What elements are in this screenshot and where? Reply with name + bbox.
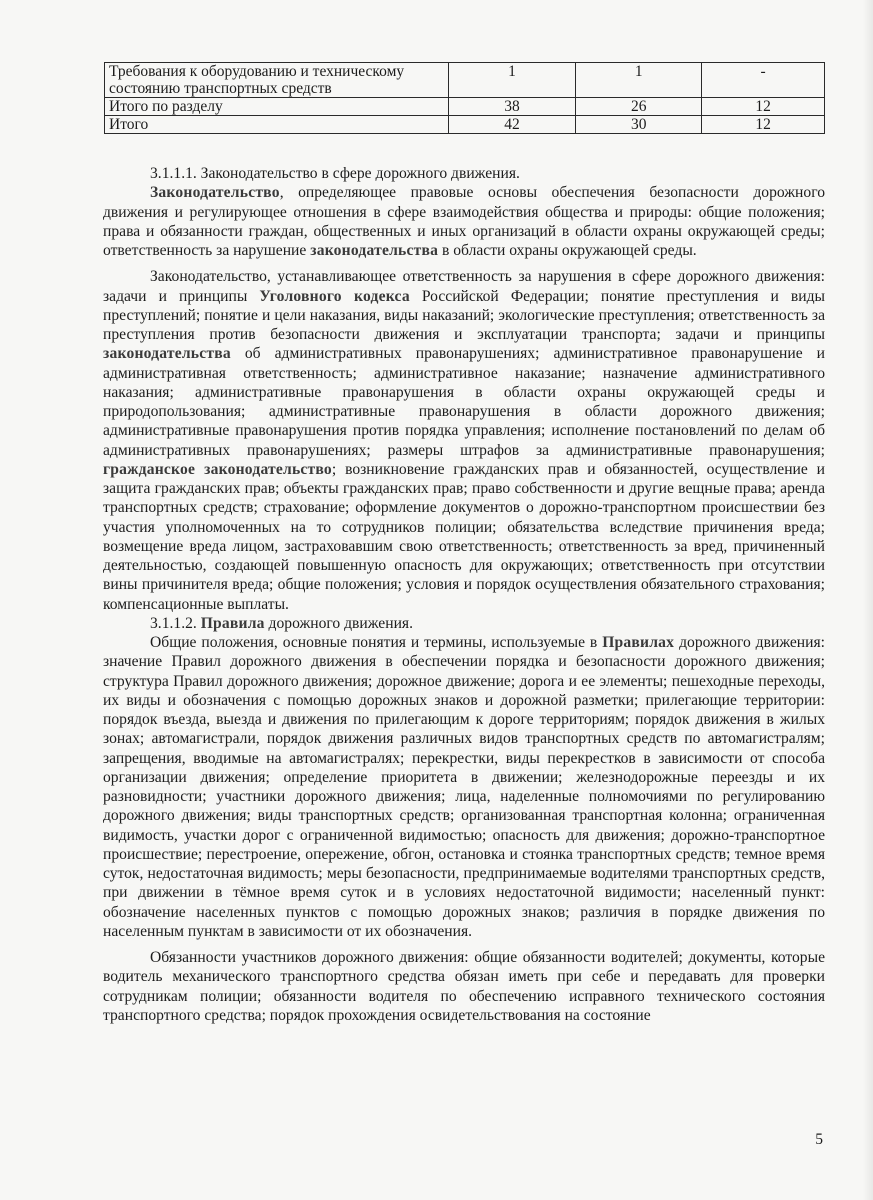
section-heading-traffic-rules <box>103 614 825 633</box>
table-row <box>105 63 825 98</box>
term-highlight: Правила <box>200 614 265 632</box>
table-cell-total: 38 <box>448 98 576 116</box>
paragraph-text: об административных правонарушениях; административное правонарушение и административная ответственность; административное наказание; назначение административного наказания; административные правонарушения в области охраны окружающей среды и природопользования; административные правонарушения в области дорожного движения; административные правонарушения против порядка управления; исполнение постановлений по делам об административных правонарушениях; размеры штрафов за административные правонарушения; <box>103 345 825 459</box>
table-cell-theory: 26 <box>576 98 702 116</box>
term-highlight: законодательства <box>310 242 439 259</box>
table-cell-label: Требования к оборудованию и техническому состоянию транспортных средств <box>105 63 449 98</box>
term-highlight: Уголовного кодекса <box>259 287 410 305</box>
table-cell-practice: 12 <box>702 116 825 134</box>
term-highlight: законодательства <box>103 345 231 363</box>
table-cell-theory: 1 <box>576 63 702 98</box>
table-cell-total: 42 <box>448 116 576 134</box>
table-cell-practice: 12 <box>702 98 825 116</box>
table-cell-label: Итого <box>105 116 449 134</box>
page-number: 5 <box>815 1131 823 1148</box>
paragraph-text: Законодательство, устанавливающее ответственность за нарушения в сфере дорожного движения: задачи и принципы <box>103 268 825 305</box>
table-cell-label: Итого по разделу <box>105 98 449 116</box>
paragraph-text: Общие положения, основные понятия и термины, используемые в <box>150 634 603 651</box>
term-highlight: Законодательство <box>150 184 280 202</box>
table-cell-theory: 30 <box>576 116 702 134</box>
paragraph-legal-foundations <box>103 183 825 260</box>
hours-summary-table <box>104 62 825 134</box>
paragraph-general-provisions <box>103 633 825 941</box>
paragraph-text: , определяющее правовые основы обеспечения безопасности дорожного движения и регулирующее отношения в сфере взаимодействия общества и природы: общие положения; права и обязанности граждан, общественных и иных организаций в области охраны окружающей среды; ответственность за нарушение <box>103 184 825 259</box>
table-row <box>105 116 825 134</box>
section-heading-legislation: 3.1.1.1. Законодательство в сфере дорожного движения. <box>150 165 520 182</box>
paragraph-text: ; возникновение гражданских прав и обязанностей, осуществление и защита гражданских прав; объекты гражданских прав; право собственности и другие вещные права; аренда транспортных средств; страхование; оформление документов о дорожно-транспортном происшествии без участия уполномоченных на то сотрудников полиции; обязательства вследствие причинения вреда; возмещение вреда лицом, застраховавшим свою ответственность; ответственность за вред, причиненный деятельностью, создающей повышенную опасность для окружающих; ответственность при отсутствии вины причинителя вреда; общие положения; условия и порядок осуществления обязательного страхования; компенсационные выплаты. <box>103 460 825 613</box>
table-row <box>105 98 825 116</box>
heading-number: 3.1.1.2. <box>150 614 201 632</box>
scan-edge <box>863 0 873 1200</box>
paragraph-text: дорожного движения: значение Правил дорожного движения в обеспечении порядка и безопасности дорожного движения; структура Правил дорожного движения; дорожное движение; дорога и ее элементы; пешеходные переходы, их виды и обозначения с помощью дорожных знаков и дорожной разметки; прилегающие территории: порядок въезда, выезда и движения по прилегающим к дороге территориям; порядок движения в жилых зонах; автомагистрали, порядок движения различных видов транспортных средств по автомагистралям; запрещения, вводимые на автомагистралях; перекрестки, виды перекрестков в зависимости от способа организации движения; определение приоритета в движении; железнодорожные переезды и их разновидности; участники дорожного движения; лица, наделенные полномочиями по регулированию дорожного движения; виды транспортных средств; организованная транспортная колонна; ограниченная видимость, участки дорог с ограниченной видимостью; опасность для движения; дорожно-транспортное происшествие; перестроение, опережение, обгон, остановка и стоянка транспортных средств; темное время суток, недостаточная видимость; меры безопасности, предпринимаемые водителями транспортных средств, при движении в тёмное время суток и в условиях недостаточной видимости; населенный пункт: обозначение населенных пунктов с помощью дорожных знаков; различия в порядке движения по населенным пунктам в зависимости от их обозначения. <box>103 634 825 940</box>
paragraph-text: в области охраны окружающей среды. <box>438 242 697 259</box>
table-cell-total: 1 <box>448 63 576 98</box>
paragraph-liability <box>103 267 825 614</box>
term-highlight: Правилах <box>602 634 675 651</box>
paragraph-text: Российской Федерации; понятие преступления и виды преступлений; понятие и цели наказания, виды наказаний; экологические преступления; ответственность за преступления против безопасности движения и эксплуатации транспорта; задачи и принципы <box>103 287 825 343</box>
body-text <box>103 164 825 1025</box>
table-cell-practice: - <box>702 63 825 98</box>
paragraph-participant-duties: Обязанности участников дорожного движения: общие обязанности водителей; документы, которые водитель механического транспортного средства обязан иметь при себе и передавать для проверки сотрудникам полиции; обязанности водителя по обеспечению исправного технического состояния транспортного средства; порядок прохождения освидетельствования на состояние <box>103 949 825 1024</box>
term-highlight: гражданское законодательство <box>103 460 332 478</box>
heading-text: дорожного движения. <box>264 614 413 632</box>
